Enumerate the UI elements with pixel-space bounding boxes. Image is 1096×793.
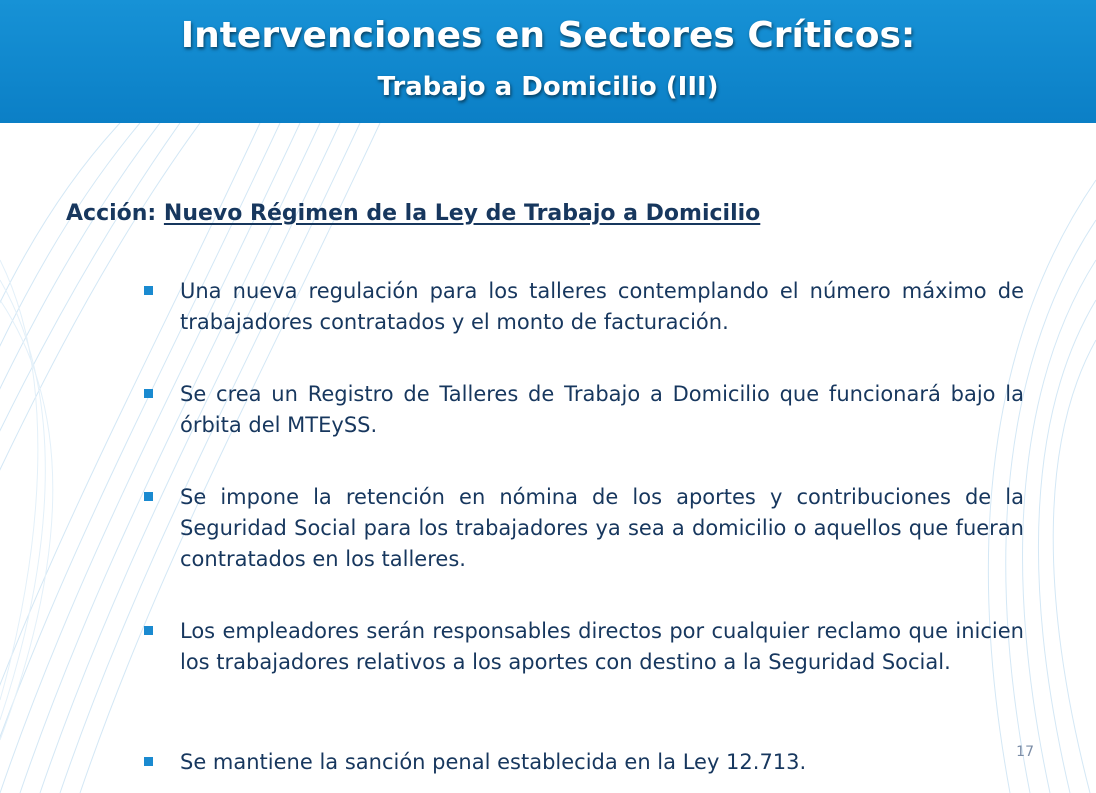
bullet-item [144, 379, 1024, 441]
square-bullet-icon [144, 389, 153, 398]
square-bullet-icon [144, 757, 153, 766]
slide-subtitle: Trabajo a Domicilio (III) [377, 72, 719, 102]
action-heading [66, 199, 760, 229]
square-bullet-icon [144, 626, 153, 635]
square-bullet-icon [144, 286, 153, 295]
bullet-text: Se impone la retención en nómina de los aportes y contribuciones de la Seguridad Social para los trabajadores ya sea a domicilio o aquellos que fueran contratados en los talleres. [180, 485, 1024, 571]
bullet-text: Los empleadores serán responsables directos por cualquier reclamo que inicien los trabajadores relativos a los aportes con destino a la Seguridad Social. [180, 619, 1024, 674]
page-number: 17 [1016, 744, 1034, 760]
bullet-item [144, 482, 1024, 575]
bullet-text: Una nueva regulación para los talleres contemplando el número máximo de trabajadores contratados y el monto de facturación. [180, 279, 1024, 334]
square-bullet-icon [144, 492, 153, 501]
slide-title: Intervenciones en Sectores Críticos: [180, 15, 916, 56]
bullet-text: Se crea un Registro de Talleres de Trabajo a Domicilio que funcionará bajo la órbita del MTEySS. [180, 382, 1024, 437]
bullet-item [144, 747, 1024, 778]
bullet-text: Se mantiene la sanción penal establecida en la Ley 12.713. [180, 750, 807, 774]
bullet-item [144, 616, 1024, 678]
action-title: Nuevo Régimen de la Ley de Trabajo a Domicilio [163, 201, 761, 226]
action-label: Acción: [66, 201, 157, 226]
bullet-item [144, 276, 1024, 338]
